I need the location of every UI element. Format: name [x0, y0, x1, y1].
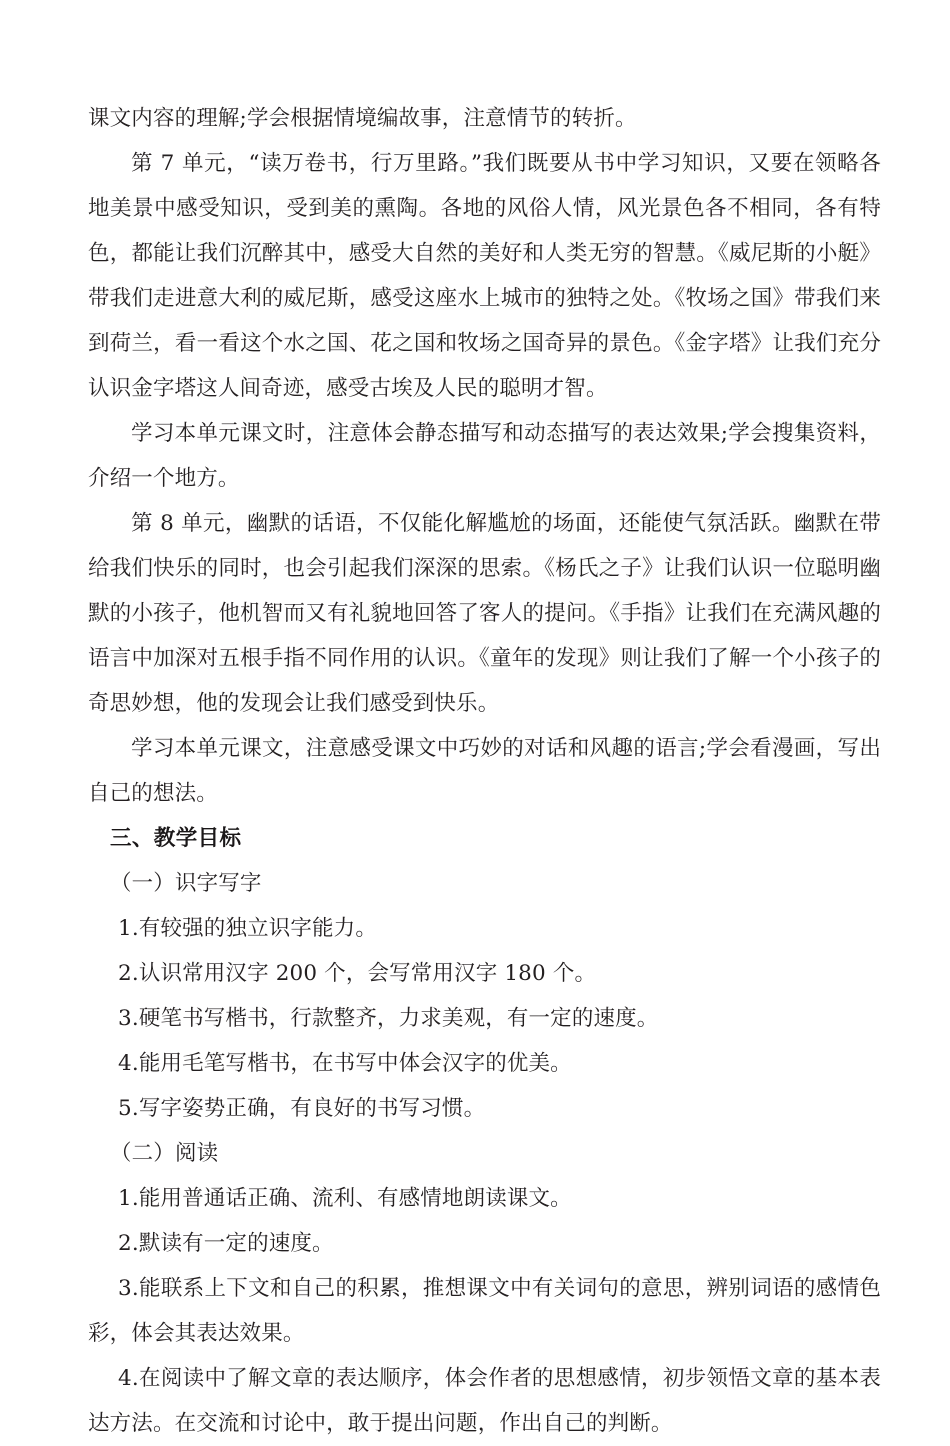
paragraph-continuation: 课文内容的理解;学会根据情境编故事，注意情节的转折。: [88, 106, 637, 131]
list-item: 3.硬笔书写楷书，行款整齐，力求美观，有一定的速度。: [118, 1006, 659, 1031]
paragraph-unit-8-study-note: 学习本单元课文，注意感受课文中巧妙的对话和风趣的语言;学会看漫画，写出自己的想法。: [88, 736, 881, 806]
subheading-literacy-writing: （一）识字写字: [110, 871, 262, 896]
list-item: 4.在阅读中了解文章的表达顺序，体会作者的思想感情，初步领悟文章的基本表达方法。在交流和讨论中，敢于提出问题，作出自己的判断。: [88, 1366, 881, 1436]
list-item: 1.有较强的独立识字能力。: [118, 916, 377, 941]
paragraph-unit-8: 第 8 单元，幽默的话语，不仅能化解尴尬的场面，还能使气氛活跃。幽默在带给我们快乐的同时，也会引起我们深深的思索。《杨氏之子》让我们认识一位聪明幽默的小孩子，他机智而又有礼貌地回答了客人的提问。《手指》让我们在充满风趣的语言中加深对五根手指不同作用的认识。《童年的发现》则让我们了解一个小孩子的奇思妙想，他的发现会让我们感受到快乐。: [88, 511, 881, 716]
list-item: 1.能用普通话正确、流利、有感情地朗读课文。: [118, 1186, 572, 1211]
paragraph-unit-7: 第 7 单元，“读万卷书，行万里路。”我们既要从书中学习知识，又要在领略各地美景中感受知识，受到美的熏陶。各地的风俗人情，风光景色各不相同，各有特色，都能让我们沉醉其中，感受大自然的美好和人类无穷的智慧。《威尼斯的小艇》带我们走进意大利的威尼斯，感受这座水上城市的独特之处。《牧场之国》带我们来到荷兰，看一看这个水之国、花之国和牧场之国奇异的景色。《金字塔》让我们充分认识金字塔这人间奇迹，感受古埃及人民的聪明才智。: [88, 151, 881, 401]
list-item: 3.能联系上下文和自己的积累，推想课文中有关词句的意思，辨别词语的感情色彩，体会其表达效果。: [88, 1276, 881, 1346]
list-item: 4.能用毛笔写楷书，在书写中体会汉字的优美。: [118, 1051, 572, 1076]
list-item: 2.默读有一定的速度。: [118, 1231, 334, 1256]
list-item: 2.认识常用汉字 200 个，会写常用汉字 180 个。: [118, 961, 597, 986]
paragraph-unit-7-study-note: 学习本单元课文时，注意体会静态描写和动态描写的表达效果;学会搜集资料，介绍一个地方。: [88, 421, 881, 491]
section-heading-teaching-objectives: 三、教学目标: [110, 826, 242, 851]
subheading-reading: （二）阅读: [110, 1141, 219, 1166]
list-item: 5.写字姿势正确，有良好的书写习惯。: [118, 1096, 486, 1121]
text-column: [88, 96, 881, 1446]
